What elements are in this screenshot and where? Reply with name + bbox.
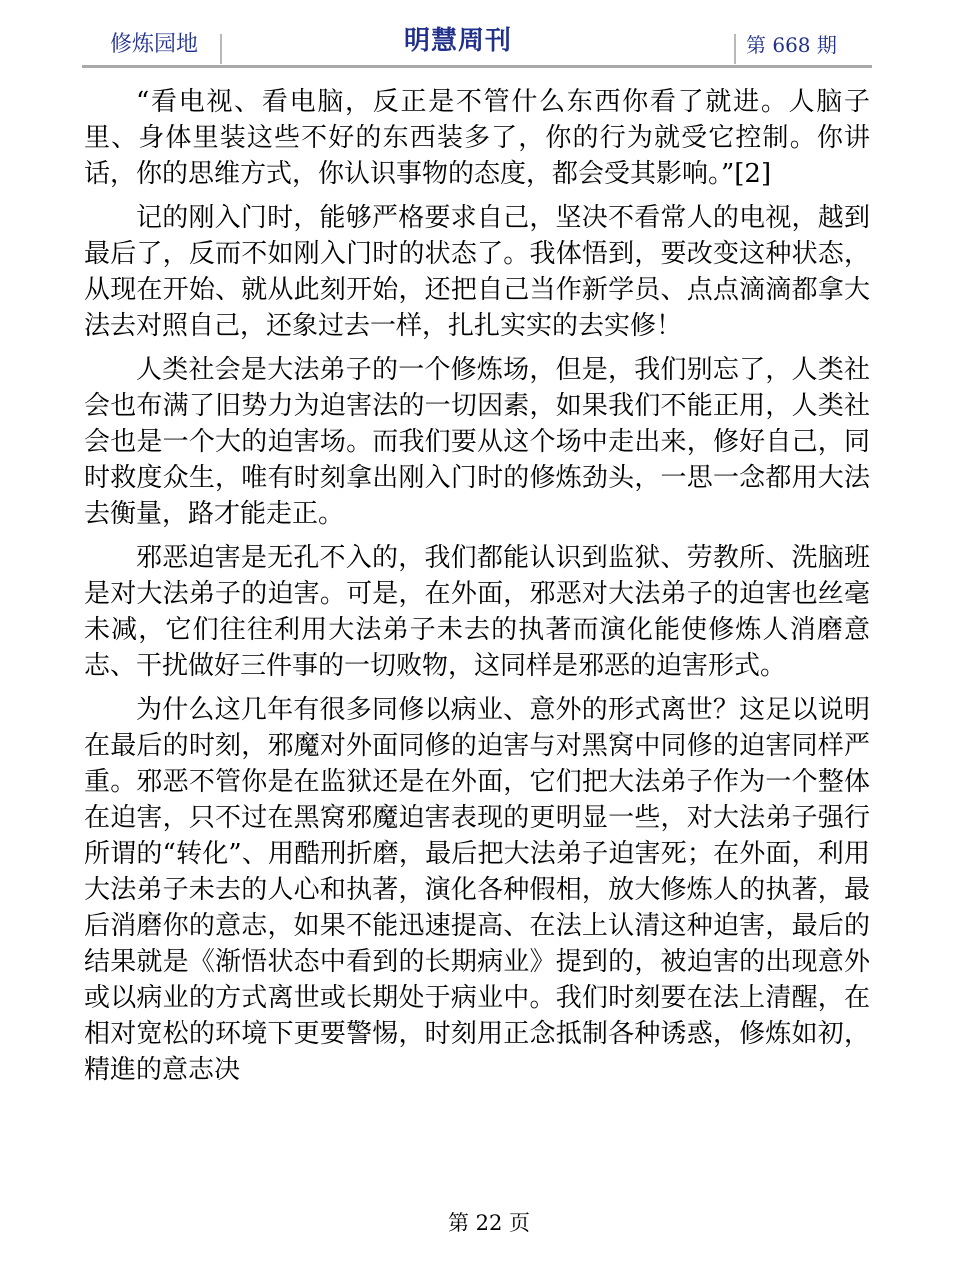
issue-number: 第 668 期	[746, 33, 837, 57]
header-divider-left	[220, 34, 222, 64]
header-divider-right	[734, 34, 736, 64]
paragraph-1: “看电视、看电脑，反正是不管什么东西你看了就进。人脑子里、身体里装这些不好的东西装多了，你的行为就受它控制。你讲话，你的思维方式，你认识事物的态度，都会受其影响。”[2]	[84, 87, 870, 189]
page-number: 第 22 页	[447, 1211, 531, 1235]
section-title: 修炼园地	[110, 32, 199, 57]
paragraph-5: 为什么这几年有很多同修以病业、意外的形式离世？这足以说明在最后的时刻，邪魔对外面同修的迫害与对黑窝中同修的迫害同样严重。邪恶不管你是在监狱还是在外面，它们把大法弟子作为一个整体在迫害，只不过在黑窝邪魔迫害表现的更明显一些，对大法弟子强行所谓的“转化”、用酷刑折磨，最后把大法弟子迫害死；在外面，利用大法弟子未去的人心和执著，演化各种假相，放大修炼人的执著，最后消磨你的意志，如果不能迅速提高、在法上认清这种迫害，最后的结果就是《渐悟状态中看到的长期病业》提到的，被迫害的出现意外或以病业的方式离世或长期处于病业中。我们时刻要在法上清醒，在相对宽松的环境下更要警惕，时刻用正念抵制各种诱惑，修炼如初，精進的意志决	[84, 695, 870, 1085]
paragraph-4: 邪恶迫害是无孔不入的，我们都能认识到监狱、劳教所、洗脑班是对大法弟子的迫害。可是，在外面，邪恶对大法弟子的迫害也丝毫未减，它们往往利用大法弟子未去的执著而演化能使修炼人消磨意志、干扰做好三件事的一切败物，这同样是邪恶的迫害形式。	[84, 543, 870, 681]
publication-title: 明慧周刊	[404, 26, 513, 56]
header-rule	[82, 65, 872, 68]
paragraph-2: 记的刚入门时，能够严格要求自己，坚决不看常人的电视，越到最后了，反而不如刚入门时的状态了。我体悟到，要改变这种状态，从现在开始、就从此刻开始，还把自己当作新学员、点点滴滴都拿大法去对照自己，还象过去一样，扎扎实实的去实修！	[84, 203, 870, 341]
page-header	[82, 22, 872, 68]
article-body	[84, 84, 870, 1096]
paragraph-3: 人类社会是大法弟子的一个修炼场，但是，我们别忘了，人类社会也布满了旧势力为迫害法的一切因素，如果我们不能正用，人类社会也是一个大的迫害场。而我们要从这个场中走出来，修好自己，同时救度众生，唯有时刻拿出刚入门时的修炼劲头，一思一念都用大法去衡量，路才能走正。	[84, 355, 870, 529]
